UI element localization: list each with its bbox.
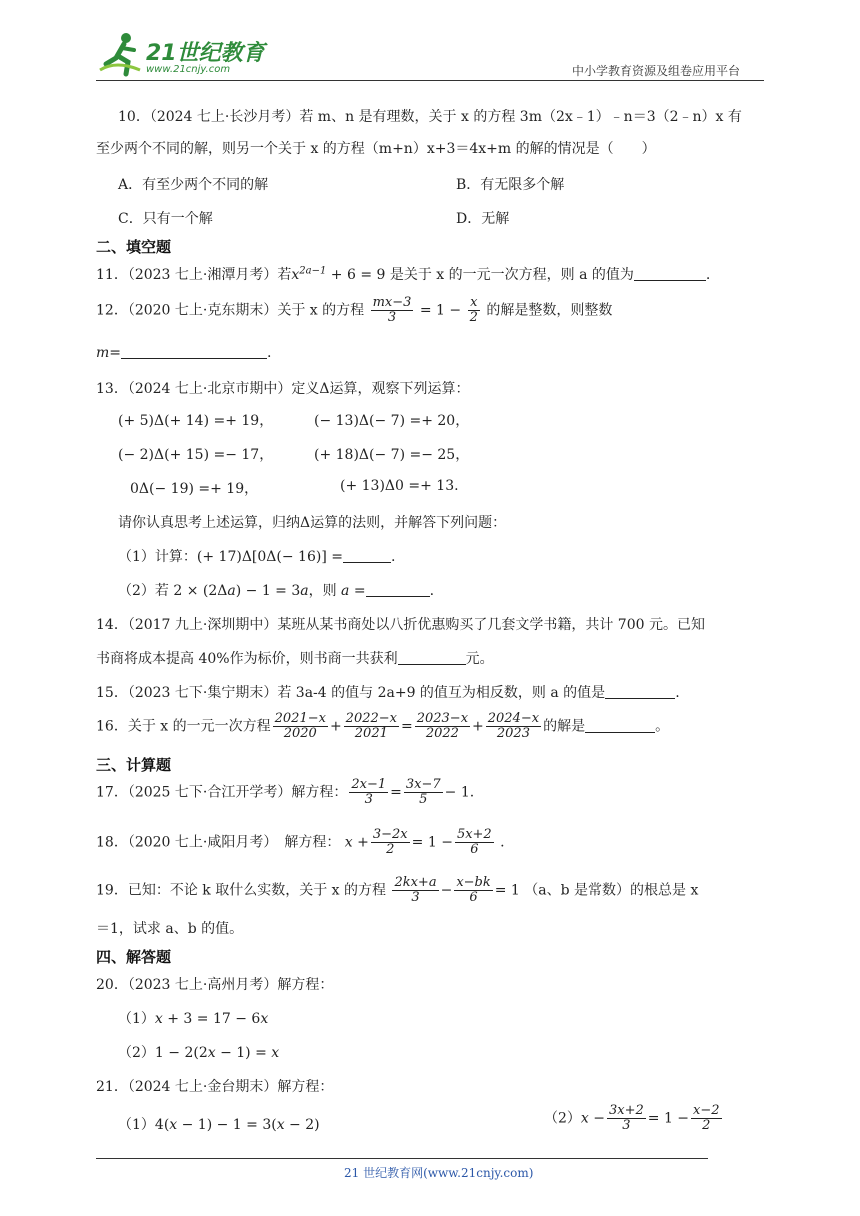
q20-sub1: （1）𝑥 + 3 = 17 − 6𝑥 — [118, 1011, 269, 1027]
q17-post: − 1. — [444, 784, 475, 801]
q16-frac3-num: 2023−x — [416, 711, 469, 726]
q16-fraction-2 — [344, 712, 399, 741]
q19-frac1-den: 3 — [411, 890, 420, 905]
q18-lead: x + — [344, 834, 369, 851]
footer-text: 21 世纪教育网(www.21cnjy.com) — [344, 1166, 534, 1180]
q14-answer-blank[interactable] — [398, 650, 466, 665]
q13-sub2-end: . — [429, 583, 435, 599]
logo-main-text: 21世纪教育 — [146, 41, 265, 66]
q16-frac3-den: 2022 — [425, 726, 459, 741]
q21-frac1-num: 3x+2 — [608, 1103, 644, 1118]
q12-line2 — [96, 344, 271, 361]
q13-op-3: (− 2)Δ(+ 15) =− 17， — [118, 447, 274, 463]
q17-pre: 17．（2025 七下·合江开学考）解方程： — [96, 784, 348, 801]
q12-pre: 12．（2020 七上·克东期末）关于 x 的方程 — [96, 302, 365, 319]
q14-line2-end: 元。 — [465, 651, 494, 667]
logo-url-text: www.21cnjy.com — [146, 64, 231, 75]
q16-fraction-1 — [273, 712, 328, 741]
q10-option-c: C．只有一个解 — [118, 211, 213, 227]
q18-fraction-2 — [455, 828, 494, 857]
q18-frac1-den: 2 — [386, 842, 395, 857]
q13-sub2-text: （2）若 2 × (2Δ𝑎) − 1 = 3𝑎，则 𝑎 = — [118, 583, 366, 599]
q15-end: . — [675, 685, 680, 701]
q18-pre: 18．（2020 七上·咸阳月考） 解方程： — [96, 834, 341, 851]
q13-sub1 — [118, 546, 395, 566]
q13-sub2 — [118, 580, 434, 600]
q11 — [96, 264, 710, 284]
q15-pre: 15．（2023 七下·集宁期末）若 3a-4 的值与 2a+9 的值互为相反数，则 a 的值是 — [96, 685, 606, 701]
q12-frac2-den: 2 — [469, 310, 478, 325]
q21-mid: = 1 − — [647, 1110, 690, 1127]
q17-mid: = — [390, 784, 402, 801]
q13-intro: 13．（2024 七上·北京市期中）定义Δ运算，观察下列运算： — [96, 381, 470, 397]
q12-frac1-den: 3 — [387, 310, 397, 325]
q13-sub1-text: （1）计算：(+ 17)Δ[0Δ(− 16)] = — [118, 549, 343, 565]
q10-option-a: A．有至少两个不同的解 — [118, 177, 269, 193]
q12-fraction-1 — [371, 296, 414, 325]
q13-sub1-blank[interactable] — [343, 548, 391, 563]
q10-option-b: B．有无限多个解 — [456, 177, 565, 193]
q18-frac2-num: 5x+2 — [456, 827, 492, 842]
q18-end: . — [500, 834, 505, 851]
q10-option-d: D．无解 — [456, 211, 510, 227]
q21-frac1-den: 3 — [622, 1118, 631, 1133]
q16-fraction-4 — [486, 712, 541, 741]
q13-prompt: 请你认真思考上述运算，归纳Δ运算的法则，并解答下列问题： — [118, 515, 507, 531]
q19-mid: − — [440, 882, 453, 899]
q16-post: 的解是 — [543, 718, 586, 735]
q16-answer-blank[interactable] — [585, 718, 655, 733]
q17-frac2-den: 5 — [419, 792, 428, 807]
q19-line2: ＝1，试求 a、b 的值。 — [96, 921, 244, 937]
q18 — [96, 828, 505, 857]
header-rule — [96, 80, 764, 81]
q10-line2: 至少两个不同的解，则另一个关于 x 的方程（m+n）x+3＝4x+m 的解的情况是（ ） — [96, 141, 656, 157]
q19-fraction-1 — [392, 876, 438, 905]
q16-end: 。 — [655, 718, 670, 735]
q11-mid: + 6 = 9 — [326, 267, 386, 283]
q18-mid: = 1 − — [411, 834, 453, 851]
q10-line1: 10．（2024 七上·长沙月考）若 m、n 是有理数，关于 x 的方程 3m（2x﹣1）﹣n＝3（2﹣n）x 有 — [118, 109, 742, 125]
q19-frac2-num: x−bk — [456, 875, 491, 890]
footer-rule — [96, 1158, 708, 1159]
q19-eq: = 1 — [494, 882, 520, 899]
q17-frac1-num: 2x−1 — [351, 777, 387, 792]
q13-op-2: (− 13)Δ(− 7) =+ 20， — [314, 413, 470, 429]
q16-frac2-den: 2021 — [354, 726, 388, 741]
platform-title: 中小学教育资源及组卷应用平台 — [572, 64, 741, 78]
q11-exp: 2a−1 — [299, 265, 327, 277]
runner-logo-icon — [96, 30, 144, 78]
q16-frac2-num: 2022−x — [345, 711, 397, 726]
q13-op-6: (+ 13)Δ0 =+ 13. — [340, 478, 459, 494]
q11-base: x — [291, 267, 300, 283]
q16-frac1-num: 2021−x — [274, 711, 326, 726]
q12-line2-end: . — [267, 345, 272, 361]
q12-mid: = 1 − — [419, 302, 462, 319]
q16-op-1: + — [329, 718, 342, 735]
q19-frac2-den: 6 — [469, 890, 478, 905]
q13-op-1: (+ 5)Δ(+ 14) =+ 19， — [118, 413, 274, 429]
q21-intro: 21．（2024 七上·金台期末）解方程： — [96, 1079, 334, 1095]
q12-frac2-num: x — [468, 296, 480, 311]
q18-frac1-num: 3−2x — [372, 827, 408, 842]
q13-sub1-end: . — [390, 549, 396, 565]
q12-frac1-num: mx−3 — [372, 295, 412, 310]
q11-pre: 11．（2023 七上·湘潭月考）若 — [96, 267, 292, 283]
q15-answer-blank[interactable] — [605, 684, 675, 699]
section-answer: 四、解答题 — [96, 948, 172, 966]
q16-op-2: = — [400, 718, 413, 735]
q12-line2-pre: m= — [96, 345, 122, 361]
q17 — [96, 778, 474, 807]
q19-fraction-2 — [454, 876, 492, 905]
q11-post: 是关于 x 的一元一次方程，则 a 的值为 — [385, 267, 634, 283]
q20-sub2: （2）1 − 2(2𝑥 − 1) = 𝑥 — [118, 1045, 280, 1061]
q16-frac4-den: 2023 — [496, 726, 530, 741]
q13-op-4: (+ 18)Δ(− 7) =− 25， — [314, 447, 470, 463]
q16-frac4-num: 2024−x — [487, 711, 540, 726]
q16 — [96, 712, 669, 741]
q16-frac1-den: 2020 — [283, 726, 317, 741]
q11-answer-blank[interactable] — [634, 266, 706, 281]
q19 — [96, 876, 698, 905]
q16-fraction-3 — [415, 712, 470, 741]
q20-intro: 20．（2023 七上·高州月考）解方程： — [96, 977, 334, 993]
q21-sub2-pre: （2）𝑥 − — [544, 1110, 605, 1127]
q21-frac2-den: 2 — [702, 1118, 711, 1133]
section-calculation: 三、计算题 — [96, 756, 172, 774]
q16-pre: 16．关于 x 的一元一次方程 — [96, 718, 271, 735]
q21-sub1: （1）4(𝑥 − 1) − 1 = 3(𝑥 − 2) — [118, 1117, 320, 1133]
q14-line2 — [96, 648, 494, 668]
q12-post: 的解是整数，则整数 — [486, 302, 613, 319]
q12-fraction-2 — [468, 296, 480, 325]
q17-frac1-den: 3 — [364, 792, 373, 807]
q21-fraction-1 — [607, 1104, 646, 1133]
section-fill-blank: 二、填空题 — [96, 238, 172, 256]
q19-frac1-num: 2kx+a — [394, 875, 437, 890]
q14-line2-pre: 书商将成本提高 40%作为标价，则书商一共获利 — [96, 651, 398, 667]
q15 — [96, 682, 680, 702]
q17-frac2-num: 3x−7 — [405, 777, 441, 792]
q19-pre: 19．已知：不论 k 取什么实数，关于 x 的方程 — [96, 882, 386, 899]
q17-fraction-2 — [404, 778, 443, 807]
q12-answer-blank[interactable] — [121, 344, 267, 359]
q19-post: （a、b 是常数）的根总是 x — [524, 882, 699, 899]
q16-op-3: + — [472, 718, 484, 735]
q11-end: . — [705, 267, 711, 283]
q18-frac2-den: 6 — [470, 842, 479, 857]
q21-sub2 — [544, 1104, 724, 1133]
q21-frac2-num: x−2 — [693, 1103, 720, 1118]
q13-sub2-blank[interactable] — [366, 582, 430, 597]
q18-fraction-1 — [371, 828, 410, 857]
q14-line1: 14．（2017 九上·深圳期中）某班从某书商处以八折优惠购买了几套文学书籍，共计 700 元。已知 — [96, 617, 705, 633]
q17-fraction-1 — [349, 778, 388, 807]
q12 — [96, 296, 612, 325]
q21-fraction-2 — [691, 1104, 722, 1133]
q13-op-5: 0Δ(− 19) =+ 19， — [130, 481, 259, 497]
